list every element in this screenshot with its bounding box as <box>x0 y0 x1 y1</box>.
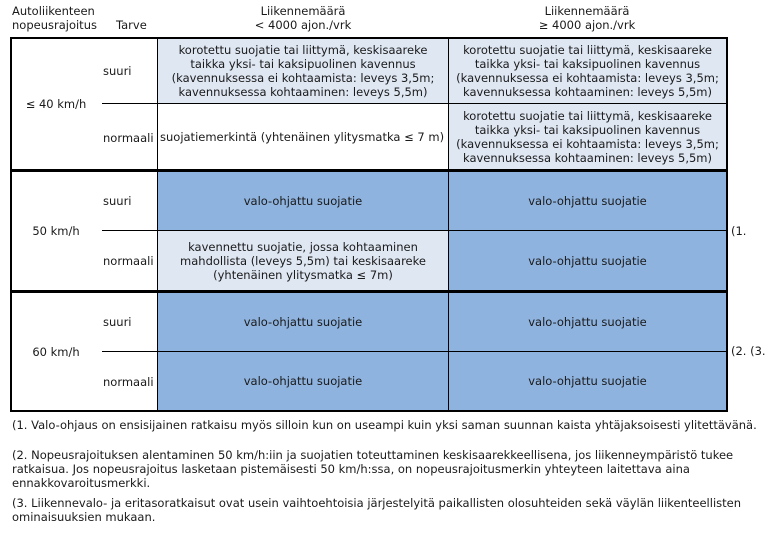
table-cell: valo-ohjattu suojatie <box>157 171 449 231</box>
footnote-ref: (2. (3. <box>731 344 766 358</box>
table-cell: suojatiemerkintä (yhtenäinen ylitysmatka ≤ 7 m) <box>157 103 449 170</box>
need-label: normaali <box>103 374 154 389</box>
footnote-2: (2. Nopeusrajoituksen alentaminen 50 km/h:iin ja suojatien toteuttaminen keskisaarekkeellisena, jos liikenneympäristö tukee ratkaisua. Jos nopeusrajoitus lasketaan pistemäisesti 50 km/h:ssa, on nopeusrajoitusmerkin yhteyteen laitettava aina ennakkovaroitusmerkki. <box>12 448 734 490</box>
table-cell: valo-ohjattu suojatie <box>448 292 727 352</box>
table-cell: valo-ohjattu suojatie <box>157 292 449 352</box>
footnote-1: (1. Valo-ohjaus on ensisijainen ratkaisu myös silloin kun on useampi kuin yksi saman suunnan kaista yhtäjaksoisesti ylitettävänä. <box>12 418 757 432</box>
speed-label-60: 60 km/h <box>32 344 80 359</box>
header-traffic-low: Liikennemäärä < 4000 ajon./vrk <box>254 4 352 32</box>
table-cell: kavennettu suojatie, jossa kohtaaminen mahdollista (leveys 5,5m) tai keskisaareke (yhtenäinen ylitysmatka ≤ 7m) <box>157 230 449 291</box>
table-cell: valo-ohjattu suojatie <box>448 351 727 411</box>
need-label: suuri <box>103 194 132 208</box>
table-cell: korotettu suojatie tai liittymä, keskisaareke taikka yksi- tai kaksipuolinen kavennus (kavennuksessa ei kohtaamista: leveys 3,5m; kavennuksessa kohtaaminen: leveys 5,5m) <box>448 103 727 170</box>
need-label: normaali <box>103 254 154 268</box>
header-need: Tarve <box>116 18 147 32</box>
footnote-ref: (1. <box>731 224 747 238</box>
need-label: suuri <box>103 63 132 78</box>
table-cell: valo-ohjattu suojatie <box>448 171 727 231</box>
row-divider <box>102 230 158 231</box>
row-divider <box>102 103 158 104</box>
row-divider <box>102 351 158 352</box>
header-speed-limit: Autoliikenteen nopeusrajoitus <box>12 4 97 32</box>
need-label: normaali <box>103 130 154 145</box>
footnote-3: (3. Liikennevalo- ja eritasoratkaisut ovat usein vaihtoehtoisia järjestelyitä paikallisten olosuhteiden sekä väylän liikenteellisten ominaisuuksien mukaan. <box>12 496 742 524</box>
table-cell: korotettu suojatie tai liittymä, keskisaareke taikka yksi- tai kaksipuolinen kavennus (kavennuksessa ei kohtaamista: leveys 3,5m; kavennuksessa kohtaaminen: leveys 5,5m) <box>157 38 449 104</box>
speed-label-50: 50 km/h <box>32 224 80 238</box>
need-label: suuri <box>103 315 132 329</box>
table-cell: valo-ohjattu suojatie <box>448 230 727 291</box>
table-cell: korotettu suojatie tai liittymä, keskisaareke taikka yksi- tai kaksipuolinen kavennus (kavennuksessa ei kohtaamista: leveys 3,5m; kavennuksessa kohtaaminen: leveys 5,5m) <box>448 38 727 104</box>
table-cell: valo-ohjattu suojatie <box>157 351 449 411</box>
header-traffic-high: Liikennemäärä ≥ 4000 ajon./vrk <box>538 4 636 32</box>
speed-label-40: ≤ 40 km/h <box>25 97 87 111</box>
